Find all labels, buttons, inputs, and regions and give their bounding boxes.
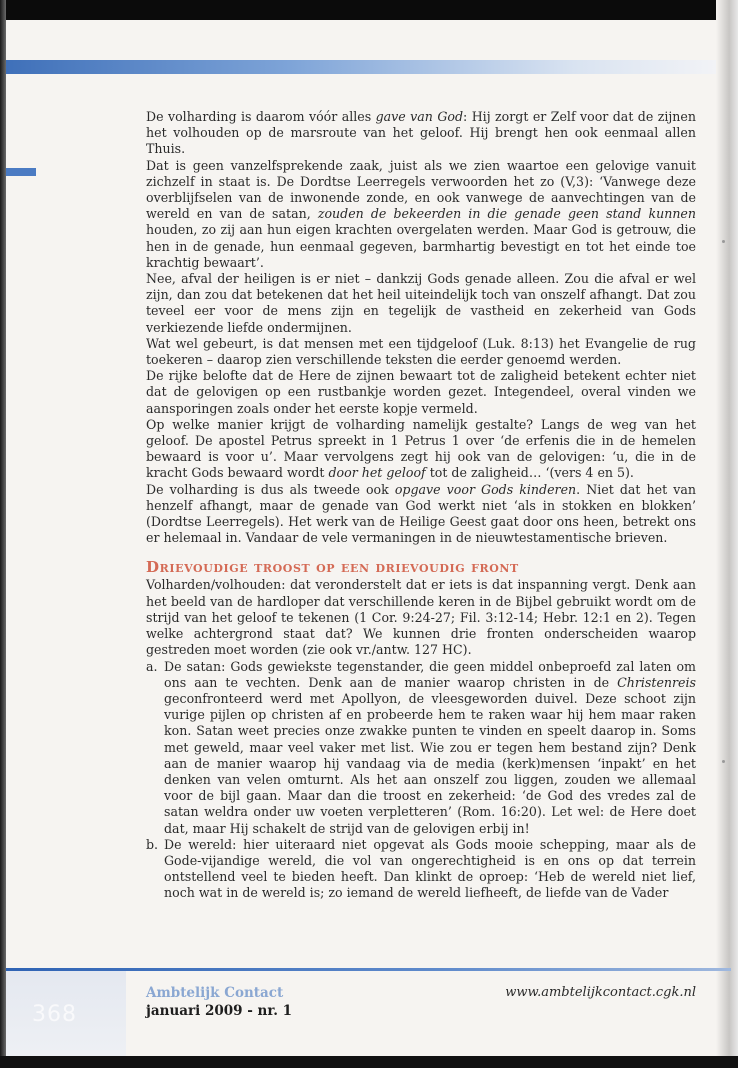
scan-left-edge	[0, 0, 6, 1068]
list-marker: a.	[146, 658, 158, 674]
list-item: a. De satan: Gods gewiekste tegenstander, die geen middel onbeproefd zal laten om ons aan te vechten. Denk aan de manier waarop christen in de Christenreis geconfronteerd werd met Apollyon, de vleesgeworden duivel. Deze schoot zijn vurige pijlen op christen af en probeerde hem te raken waar hij hem maar raken kon. Satan weet precies onze zwakke punten te vinden en speelt daarop in. Soms met geweld, maar veel vaker met list. Wie zou er tegen hem bestand zijn? Denk aan de manier waarop hij vandaag via de media (kerk)mensen ‘inpakt’ en het denken van velen omturnt. Als het aan onszelf zou liggen, zouden we allemaal voor de bijl gaan. Maar dan die troost en zekerheid: ‘de God des vredes zal de satan weldra onder uw voeten verpletteren’ (Rom. 16:20). Let wel: de Here doet dat, maar Hij schakelt de strijd van de gelovigen erbij in!	[146, 658, 696, 836]
magazine-title: Ambtelijk Contact	[146, 985, 284, 1001]
paragraph: Volharden/volhouden: dat veronderstelt dat er iets is dat inspanning vergt. Denk aan het beeld van de hardloper dat verschillende keren in de Bijbel gebruikt wordt om de strijd van het geloof te tekenen (1 Cor. 9:24-27; Fil. 3:12-14; Hebr. 12:1 en 2). Tegen welke achtergrond staat dat? We kunnen drie fronten onderscheiden waarop gestreden moet worden (zie ook vr./antw. 127 HC).	[146, 577, 696, 658]
paragraph: Nee, afval der heiligen is er niet – dankzij Gods genade alleen. Zou die afval er wel zijn, dan zou dat betekenen dat het heil uiteindelijk toch van onszelf afhangt. Dat zou teveel eer voor de mens zijn en tegelijk de vastheid en zekerheid van Gods verkiezende liefde ondermijnen.	[146, 271, 696, 335]
list-marker: b.	[146, 836, 159, 852]
header-color-band	[6, 60, 716, 74]
paragraph: Dat is geen vanzelfsprekende zaak, juist als we zien waartoe een gelovige vanuit zichzelf in staat is. De Dordtse Leerregels verwoorden het zo (V,3): ‘Vanwege deze overblijfselen van de inwonende zonde, en ook vanwege de aanvechtingen van de wereld en van de satan, zouden de bekeerden in die genade geen stand kunnen houden, zo zij aan hun eigen krachten overgelaten werden. Maar God is getrouw, die hen in de genade, hun eenmaal gegeven, barmhartig bevestigt en tot het einde toe krachtig bewaart’.	[146, 157, 696, 270]
section-heading: Drievoudige troost op een drievoudig front	[146, 558, 519, 577]
page-number: 368	[32, 1002, 77, 1027]
article-body	[146, 109, 696, 902]
scan-bottom-edge	[0, 1056, 738, 1068]
scan-right-edge	[716, 0, 738, 1068]
paragraph: De volharding is dus als tweede ook opgave voor Gods kinderen. Niet dat het van henzelf afhangt, maar de genade van God werkt niet ‘als in stokken en blokken’ (Dordtse Leerregels). Het werk van de Heilige Geest gaat door ons heen, betrekt ons er helemaal in. Vandaar de vele vermaningen in de nieuwtestamentische brieven.	[146, 481, 696, 546]
paragraph: De volharding is daarom vóór alles gave van God: Hij zorgt er Zelf voor dat de zijnen het volhouden op de marsroute van het geloof. Hij brengt hen ook eenmaal allen Thuis.	[146, 109, 696, 157]
paragraph: Wat wel gebeurt, is dat mensen met een tijdgeloof (Luk. 8:13) het Evangelie de rug toekeren – daarop zien verschillende teksten die eerder genoemd werden.	[146, 335, 696, 368]
list-item: b. De wereld: hier uiteraard niet opgevat als Gods mooie schepping, maar als de Gode-vijandige wereld, die vol van ongerechtigheid is en ons op dat terrein ontstellend veel te bieden heeft. Dan klinkt de oproep: ‘Heb de wereld niet lief, noch wat in de wereld is; zo iemand de wereld liefheeft, de liefde van de Vader	[146, 836, 696, 901]
scan-top-edge	[0, 0, 738, 20]
magazine-issue: januari 2009 - nr. 1	[146, 1003, 293, 1019]
paragraph: Op welke manier krijgt de volharding namelijk gestalte? Langs de weg van het geloof. De apostel Petrus spreekt in 1 Petrus 1 over ‘de erfenis die in de hemelen bewaard is voor u’. Maar vervolgens zegt hij ook van de gelovigen: ‘u, die in de kracht Gods bewaard wordt door het geloof tot de zaligheid… ‘(vers 4 en 5).	[146, 416, 696, 481]
margin-mark	[722, 760, 725, 763]
paragraph: De rijke belofte dat de Here de zijnen bewaart tot de zaligheid betekent echter niet dat de gelovigen op een rustbankje worden gezet. Integendeel, overal vinden we aansporingen zoals onder het eerste kopje vermeld.	[146, 368, 696, 416]
website-url: www.ambtelijkcontact.cgk.nl	[505, 985, 696, 1000]
side-tab-marker	[6, 168, 36, 176]
margin-mark	[722, 240, 725, 243]
